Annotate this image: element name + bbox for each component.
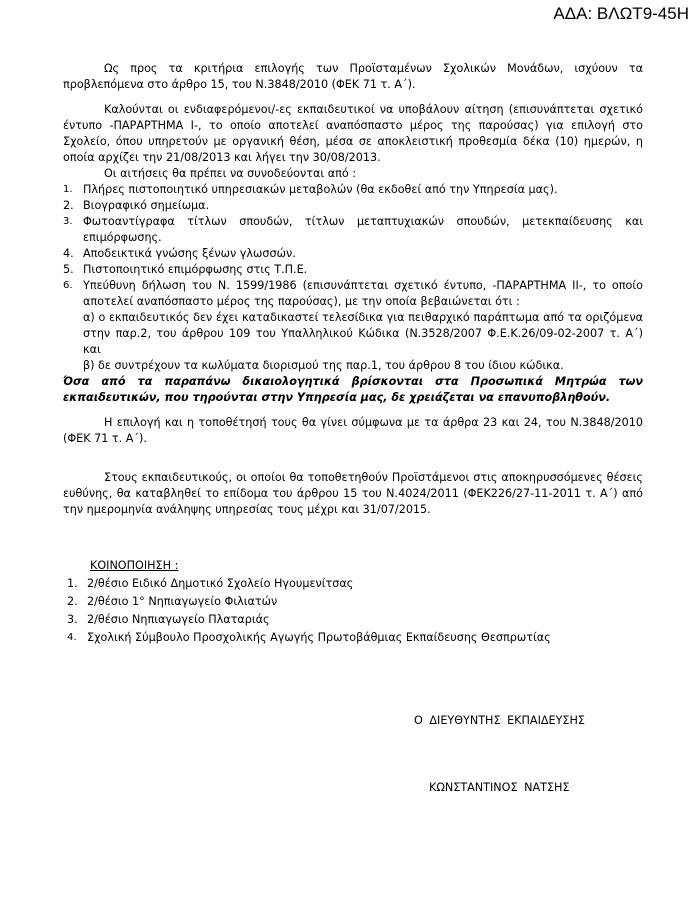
attachments-intro: Οι αιτήσεις θα πρέπει να συνοδεύονται από :: [104, 167, 356, 180]
allowance-paragraph: Στους εκπαιδευτικούς, οι οποίοι θα τοποθετηθούν Προϊστάμενοι στις αποκηρυσσόμενες θέσεις ευθύνης, θα καταβληθεί το επίδομα του άρθρου 15 του Ν.4024/2011 (ΦΕΚ226/27-11-2011 τ. Α΄) από την ημερομηνία ανάληψης υπηρεσίας τους μέχρι και 31/07/2015.: [63, 471, 643, 516]
criteria-paragraph: Ως προς τα κριτήρια επιλογής των Προϊσταμένων Σχολικών Μονάδων, ισχύουν τα προβλεπόμενα στο άρθρο 15, του Ν.3848/2010 (ΦΕΚ 71 τ. Α΄).: [63, 62, 643, 91]
attachments-list: [63, 182, 643, 374]
list-item-text: Πλήρες πιστοποιητικό υπηρεσιακών μεταβολών (θα εκδοθεί από την Υπηρεσία μας).: [83, 183, 558, 196]
list-item-number: 2.: [63, 199, 74, 212]
signatory-role: Ο ΔΙΕΥΘΥΝΤΗΣ ΕΚΠΑΙΔΕΥΣΗΣ: [414, 714, 585, 727]
list-item-text: Αποδεικτικά γνώσης ξένων γλωσσών.: [83, 247, 296, 260]
list-item: [63, 214, 643, 246]
list-item: [67, 630, 643, 646]
list-item-text: [83, 278, 643, 374]
list-item-text: 2/θέσιο 1° Νηπιαγωγείο Φιλιατών: [87, 595, 278, 608]
declaration-sub-b: β) δε συντρέχουν τα κωλύματα διορισμού της παρ.1, του άρθρου 8 του ίδιου κώδικα.: [83, 359, 564, 372]
list-item-number: 4.: [67, 632, 77, 643]
list-item: [63, 262, 643, 278]
list-item-text: 2/θέσιο Νηπιαγωγείο Πλαταριάς: [87, 613, 270, 626]
list-item: [63, 198, 643, 214]
list-item-text: Πιστοποιητικό επιμόρφωσης στις Τ.Π.Ε.: [83, 263, 308, 276]
resubmission-note: Όσα από τα παραπάνω δικαιολογητικά βρίσκονται στα Προσωπικά Μητρώα των εκπαιδευτικών, που τηρούνται στην Υπηρεσία μας, δε χρειάζεται να επανυποβληθούν.: [63, 375, 643, 404]
list-item-number: 1.: [63, 184, 73, 195]
invitation-paragraph: Καλούνται οι ενδιαφερόμενοι/-ες εκπαιδευτικοί να υποβάλουν αίτηση (επισυνάπτεται σχετικό έντυπο -ΠΑΡΑΡΤΗΜΑ Ι-, το οποίο αποτελεί αναπόσπαστο μέρος της παρούσας) για επιλογή στο Σχολείο, όπου υπηρετούν με οργανική θέση, μέσα σε αποκλειστική προθεσμία δέκα (10) ημερών, η οποία αρχίζει την 21/08/2013 και λήγει την 30/08/2013.: [63, 103, 643, 164]
list-item-number: 4.: [63, 247, 74, 260]
placement-paragraph: Η επιλογή και η τοποθέτησή τους θα γίνει σύμφωνα με τα άρθρα 23 και 24, του Ν.3848/2010 (ΦΕΚ 71 τ. Α΄).: [63, 416, 643, 445]
cc-list: [67, 576, 643, 646]
list-item-text: Βιογραφικό σημείωμα.: [83, 199, 210, 212]
list-item: [67, 612, 643, 628]
list-item-text: Φωτοαντίγραφα τίτλων σπουδών, τίτλων μεταπτυχιακών σπουδών, μετεκπαίδευσης και επιμόρφωσης.: [83, 215, 643, 244]
list-item-number: 3.: [67, 613, 78, 626]
list-item: [63, 182, 643, 198]
list-item-number: 5.: [63, 263, 74, 276]
list-item-number: 1.: [67, 577, 78, 590]
cc-title: ΚΟΙΝΟΠΟΙΗΣΗ :: [90, 559, 179, 572]
declaration-sub-a: α) ο εκπαιδευτικός δεν έχει καταδικαστεί τελεσίδικα για πειθαρχικό παράπτωμα από τα οριζόμενα στην παρ.2, του άρθρου 109 του Υπαλληλικού Κώδικα (Ν.3528/2007 Φ.Ε.Κ.26/09-02-2007 τ. Α΄) και: [83, 311, 643, 356]
list-item: [67, 576, 643, 592]
list-item: [63, 278, 643, 374]
document-body: [63, 61, 643, 648]
list-item: [67, 594, 643, 610]
list-item-text: Σχολική Σύμβουλο Προσχολικής Αγωγής Πρωτοβάθμιας Εκπαίδευσης Θεσπρωτίας: [87, 631, 551, 644]
ada-code: ΑΔΑ: ΒΛΩΤ9-45Η: [553, 4, 689, 23]
declaration-text: Υπεύθυνη δήλωση του Ν. 1599/1986 (επισυνάπτεται σχετικό έντυπο, -ΠΑΡΑΡΤΗΜΑ ΙΙ-, το οποίο αποτελεί αναπόσπαστο μέρος της παρούσας), με την οποία βεβαιώνεται ότι :: [83, 279, 643, 308]
list-item-number: 6.: [63, 280, 73, 291]
list-item-number: 3.: [63, 216, 73, 227]
list-item: [63, 246, 643, 262]
signatory-name: ΚΩΝΣΤΑΝΤΙΝΟΣ ΝΑΤΣΗΣ: [429, 781, 570, 794]
list-item-text: 2/θέσιο Ειδικό Δημοτικό Σχολείο Ηγουμενίτσας: [87, 577, 354, 590]
list-item-number: 2.: [67, 595, 78, 608]
